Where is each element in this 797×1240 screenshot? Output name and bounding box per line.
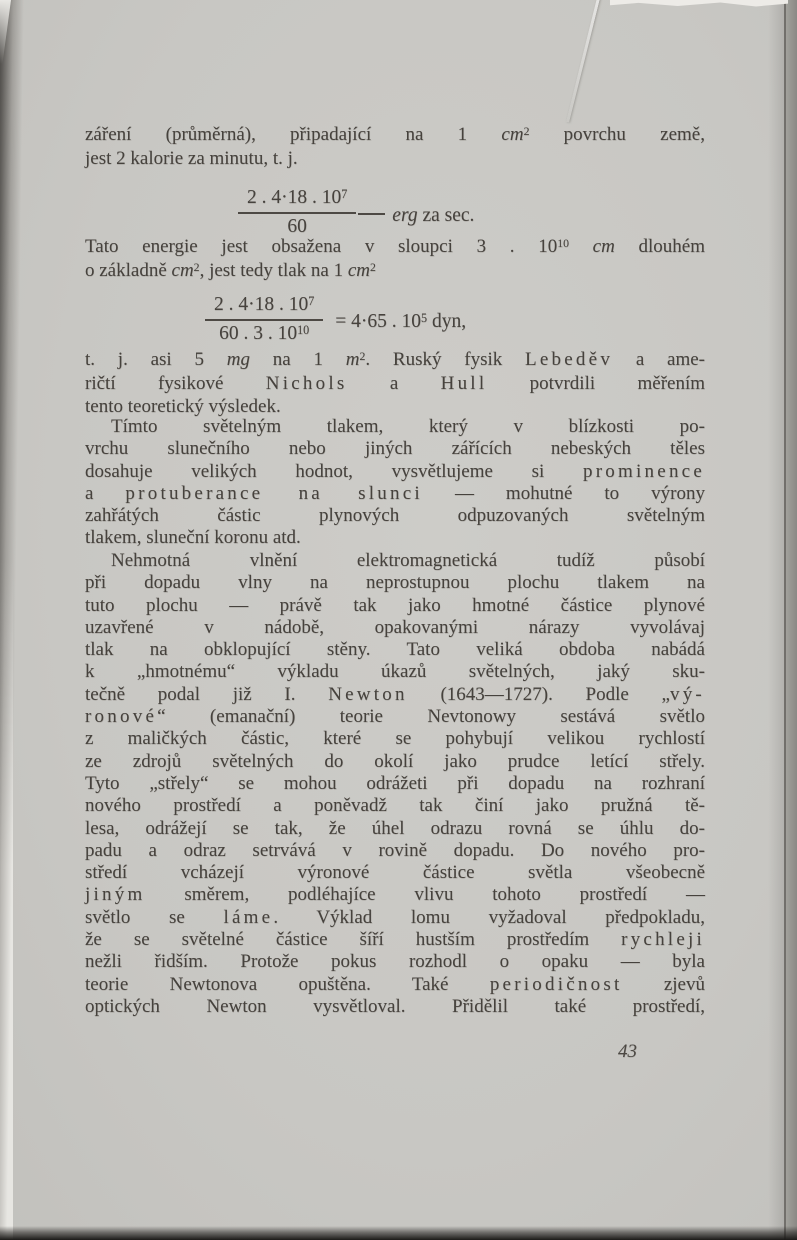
page-edge-right <box>784 0 797 1240</box>
text-line: světlo se láme. Výklad lomu vyžadoval předpokladu, <box>85 906 705 928</box>
paragraph-measurement <box>85 349 705 418</box>
text-line: ze zdrojů světelných do okolí jako prudce letící střely. <box>85 750 705 772</box>
page-edge-bottom <box>0 1226 797 1240</box>
fraction <box>205 293 323 347</box>
text-line: tlakem, sluneční koronu atd. <box>85 527 301 549</box>
text-line: a protuberance na slunci — mohutné to výrony <box>85 482 705 504</box>
text-line: zahřátých částic plynových odpuzovaných světelným <box>85 505 705 527</box>
text-line: o základně $cm^2$, jest tedy tlak na 1 $cm^2$ <box>85 260 376 282</box>
text-line: lesa, odrážejí se tak, že úhel odrazu rovná se úhlu do- <box>85 817 705 839</box>
paragraph-light-pressure <box>85 416 705 550</box>
text-line: Tyto „střely“ se mohou odrážeti při dopadu na rozhraní <box>85 772 705 794</box>
formula-numerator: 2 . 4·18 . $10^7$ <box>247 186 348 208</box>
text-line: ronové“ (emanační) teorie Nevtonowy sestává světlo <box>85 706 705 728</box>
page-edge-top-tear <box>610 0 788 9</box>
text-line: padu a odraz setrvává v rovině dopadu. Do nového pro- <box>85 839 705 861</box>
text-line: k „hmotnému“ výkladu úkazů světelných, jaký sku- <box>85 661 705 683</box>
text-line: středí vcházejí výronové částice světla všeobecně <box>85 862 705 884</box>
text-line: vrchu slunečního nebo jiných zářících nebeských těles <box>85 438 705 460</box>
page-number: 43 <box>618 1041 637 1062</box>
text-line: optických Newton vysvětloval. Přidělil také prostředí, <box>85 995 705 1017</box>
paragraph-intro <box>85 124 705 171</box>
fraction-dash <box>358 213 385 215</box>
fraction <box>238 186 356 239</box>
text-line: Tato energie jest obsažena v sloupci 3 . $10^{10}$ cm dlouhém <box>85 236 705 257</box>
text-line: t. j. asi 5 mg na 1 $m^2$. Ruský fysik Lebeděv a ame- <box>85 349 705 370</box>
text-line: ričtí fysikové Nichols a Hull potvrdili měřením <box>85 373 706 395</box>
paragraph-column <box>85 236 705 285</box>
text-line: nového prostředí a poněvadž tak činí jako pružná tě- <box>85 795 705 817</box>
text-line: záření (průměrná), připadající na 1 $cm^2$ povrchu země, <box>85 124 705 145</box>
text-line: Nehmotná vlnění elektromagnetická tudíž působí <box>111 550 705 571</box>
text-line: při dopadu vlny na neprostupnou plochu tlakem na <box>85 572 705 594</box>
text-line: tlak na obklopující stěny. Tato veliká obdoba nabádá <box>85 639 705 661</box>
text-line: uzavřené v nádobě, opakovanými nárazy vyvolávaj <box>85 616 705 638</box>
formula-unit-label: erg za sec. <box>392 204 475 226</box>
formula-denominator: 60 . 3 . $10^{10}$ <box>205 319 323 347</box>
text-line: tento teoretický výsledek. <box>85 395 281 417</box>
text-line: nežli řidším. Protože pokus rozhodl o opaku — byla <box>85 951 705 973</box>
text-line: teorie Newtonova opuštěna. Také periodičnost zjevů <box>85 973 705 995</box>
formula-denominator: 60 <box>238 212 356 239</box>
text-line: že se světelné částice šíří hustším prostředím rychleji <box>85 929 705 951</box>
paragraph-newton-theory <box>85 550 705 1018</box>
formula-pressure <box>205 293 466 347</box>
formula-energy-per-sec <box>238 186 474 239</box>
text-line: z maličkých částic, které se pohybují velikou rychlostí <box>85 728 705 750</box>
text-line: dosahuje velikých hodnot, vysvětlujeme si prominence <box>85 460 705 482</box>
paper-crease <box>566 0 601 122</box>
text-line: tuto plochu — právě tak jako hmotné částice plynové <box>85 594 705 616</box>
text-line: jiným směrem, podléhajíce vlivu tohoto prostředí — <box>85 884 705 906</box>
formula-numerator: 2 . 4·18 . $10^7$ <box>214 293 315 315</box>
text-line: tečně podal již I. Newton (1643—1727). Podle „vý- <box>85 683 705 705</box>
text-line: Tímto světelným tlakem, který v blízkosti po- <box>111 416 705 437</box>
formula-result: = 4·65 . $10^5$ dyn, <box>335 310 467 332</box>
text-line: jest 2 kalorie za minutu, t. j. <box>85 148 298 170</box>
